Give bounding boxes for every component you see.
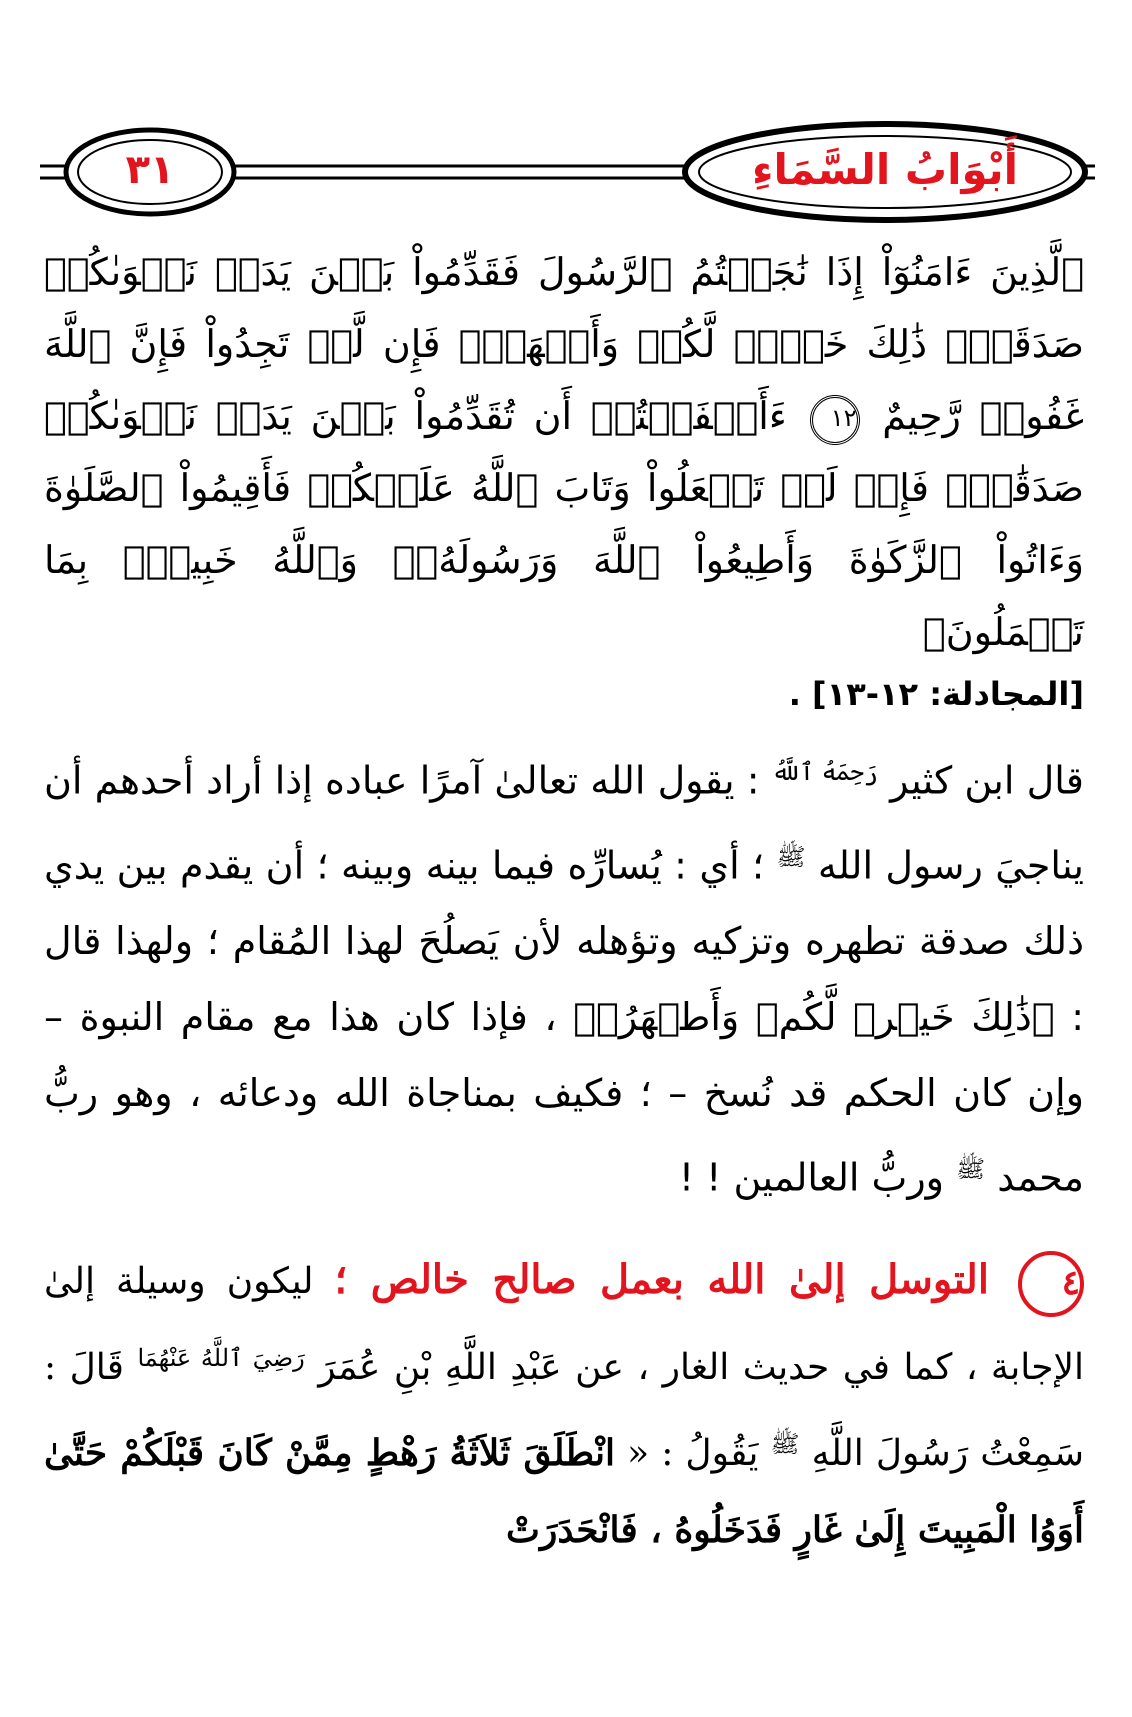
salla-honorific: ﷺ <box>956 1155 986 1184</box>
hadith-intro-a: قَالَ : سَمِعْتُ رَسُولَ اللَّهِ <box>44 1346 1084 1474</box>
hadith-text: انْطَلَقَ ثَلاَثَةُ رَهْطٍ مِمَّنْ كَانَ قَبْلَكُمْ حَتَّىٰ أَوَوُا الْمَبِيتَ إِلَىٰ غَارٍ فَدَخَلُوهُ ، فَانْحَدَرَتْ <box>44 1431 1084 1551</box>
tafsir-text-b: : يقول الله تعالىٰ آمرًا عباده إذا أراد أحدهم أن يناجيَ رسول الله <box>44 758 1085 888</box>
radi-honorific: رَضِيَ ٱللَّهُ عَنْهُمَا <box>137 1343 305 1372</box>
quran-verse-13: ءَأَشۡفَقۡتُمۡ أَن تُقَدِّمُواْ بَيۡنَ يَدَيۡ نَجۡوَىٰكُمۡ صَدَقَٰتٖۚ فَإِذۡ لَمۡ تَفۡعَلُواْ وَتَابَ ٱللَّهُ عَلَيۡكُمۡ فَأَقِيمُواْ ٱلصَّلَوٰةَ وَءَاتُواْ ٱلزَّكَوٰةَ وَأَطِيعُواْ ٱللَّهَ وَرَسُولَهُۥۚ وَٱللَّهُ خَبِيرُۢ بِمَا تَعۡمَلُونَ﴾ <box>44 394 1084 654</box>
surah-reference: [المجادلة: ١٢-١٣] . <box>788 675 1084 713</box>
rahimahullah-honorific: رَحِمَهُ ٱللَّهُ <box>771 758 878 786</box>
section-title: التوسل إلىٰ الله بعمل صالح خالص ؛ <box>334 1255 989 1303</box>
section-number-badge: ٤ <box>1018 1251 1084 1317</box>
tafsir-text-c: ؛ أي : يُسارِّه فيما بينه وبينه ؛ أن يقدم بين يدي ذلك صدقة تطهره وتزكيه وتؤهله لأن يَصلُحَ لهذا المُقام ؛ ولهذا قال : <box>44 843 1084 1040</box>
hadith-intro-b: يَقُولُ : « <box>614 1432 771 1474</box>
section-text: ليكون وسيلة إلىٰ الإجابة ، كما في حديث الغار ، عن عَبْدِ اللَّهِ بْنِ عُمَرَ <box>44 1260 1085 1388</box>
ayah-number-marker: ١٢ <box>810 395 860 445</box>
tafsir-text-a: قال ابن كثير <box>877 758 1084 803</box>
tafsir-text-d: ، فإذا كان هذا مع مقام النبوة – وإن كان الحكم قد نُسخ – ؛ فكيف بمناجاة الله ودعائه ، وهو ربُّ محمد <box>44 995 1084 1200</box>
page-content <box>44 236 1084 1569</box>
quran-passage <box>44 236 1084 668</box>
tafsir-text-e: وربُّ العالمين ! ! <box>678 1155 957 1200</box>
salla-honorific: ﷺ <box>776 842 806 871</box>
tafsir-paragraph <box>44 734 1084 1216</box>
salla-honorific: ﷺ <box>770 1429 800 1458</box>
quran-verse-12: ٱلَّذِينَ ءَامَنُوٓاْ إِذَا نَٰجَيۡتُمُ ٱلرَّسُولَ فَقَدِّمُواْ بَيۡنَ يَدَيۡ نَجۡوَىٰكُمۡ صَدَقَةٗۚ ذَٰلِكَ خَيۡرٞ لَّكُمۡ وَأَطۡهَرُۚ فَإِن لَّمۡ تَجِدُواْ فَإِنَّ ٱللَّهَ غَفُورٞ رَّحِيمٌ <box>44 250 1084 438</box>
book-title: أَبْوَابُ السَّمَاءِ <box>751 145 1019 194</box>
section-4-intro <box>44 1242 1084 1569</box>
section-4 <box>44 1242 1084 1569</box>
quran-quote: ﴿ذَٰلِكَ خَيۡرٞ لَّكُمۡ وَأَطۡهَرُۚ﴾ <box>573 995 1055 1040</box>
page-number: ٣١ <box>125 147 175 193</box>
